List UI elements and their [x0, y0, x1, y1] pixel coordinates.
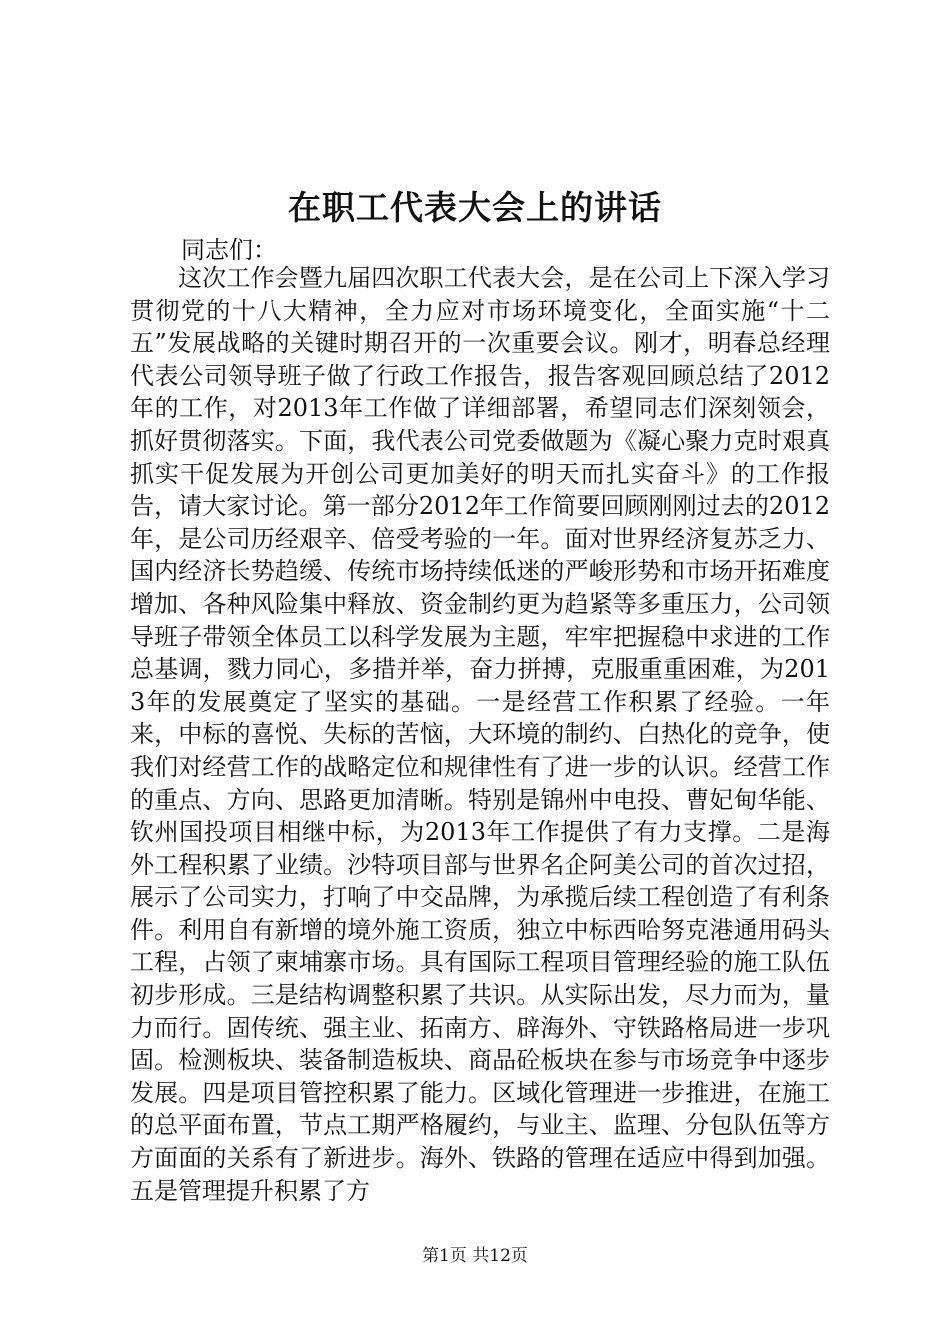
document-title: 在职工代表大会上的讲话	[288, 188, 662, 227]
page-number: 第1页 共12页	[422, 1246, 528, 1266]
body-paragraph: 这次工作会暨九届四次职工代表大会，是在公司上下深入学习贯彻党的十八大精神，全力应对市场环境变化，全面实施“十二五”发展战略的关键时期召开的一次重要会议。刚才，明春总经理代表公司领导班子做了行政工作报告，报告客观回顾总结了2012年的工作，对2013年工作做了详细部署，希望同志们深刻领会，抓好贯彻落实。下面，我代表公司党委做题为《凝心聚力克时艰真抓实干促发展为开创公司更加美好的明天而扎实奋斗》的工作报告，请大家讨论。第一部分2012年工作简要回顾刚刚过去的2012年，是公司历经艰辛、倍受考验的一年。面对世界经济复苏乏力、国内经济长势趋缓、传统市场持续低迷的严峻形势和市场开拓难度增加、各种风险集中释放、资金制约更为趋紧等多重压力，公司领导班子带领全体员工以科学发展为主题，牢牢把握稳中求进的工作总基调，戮力同心，多措并举，奋力拼搏，克服重重困难，为2013年的发展奠定了坚实的基础。一是经营工作积累了经验。一年来，中标的喜悦、失标的苦恼，大环境的制约、白热化的竞争，使我们对经营工作的战略定位和规律性有了进一步的认识。经营工作的重点、方向、思路更加清晰。特别是锦州中电投、曹妃甸华能、钦州国投项目相继中标，为2013年工作提供了有力支撑。二是海外工程积累了业绩。沙特项目部与世界名企阿美公司的首次过招，展示了公司实力，打响了中交品牌，为承揽后续工程创造了有利条件。利用自有新增的境外施工资质，独立中标西哈努克港通用码头工程，占领了柬埔寨市场。具有国际工程项目管理经验的施工队伍初步形成。三是结构调整积累了共识。从实际出发，尽力而为，量力而行。固传统、强主业、拓南方、辟海外、守铁路格局进一步巩固。检测板块、装备制造板块、商品砼板块在参与市场竞争中逐步发展。四是项目管控积累了能力。区域化管理进一步推进，在施工的总平面布置，节点工期严格履约，与业主、监理、分包队伍等方方面面的关系有了新进步。海外、铁路的管理在适应中得到加强。五是管理提升积累了方	[130, 264, 830, 1205]
salutation: 同志们：	[181, 236, 277, 264]
